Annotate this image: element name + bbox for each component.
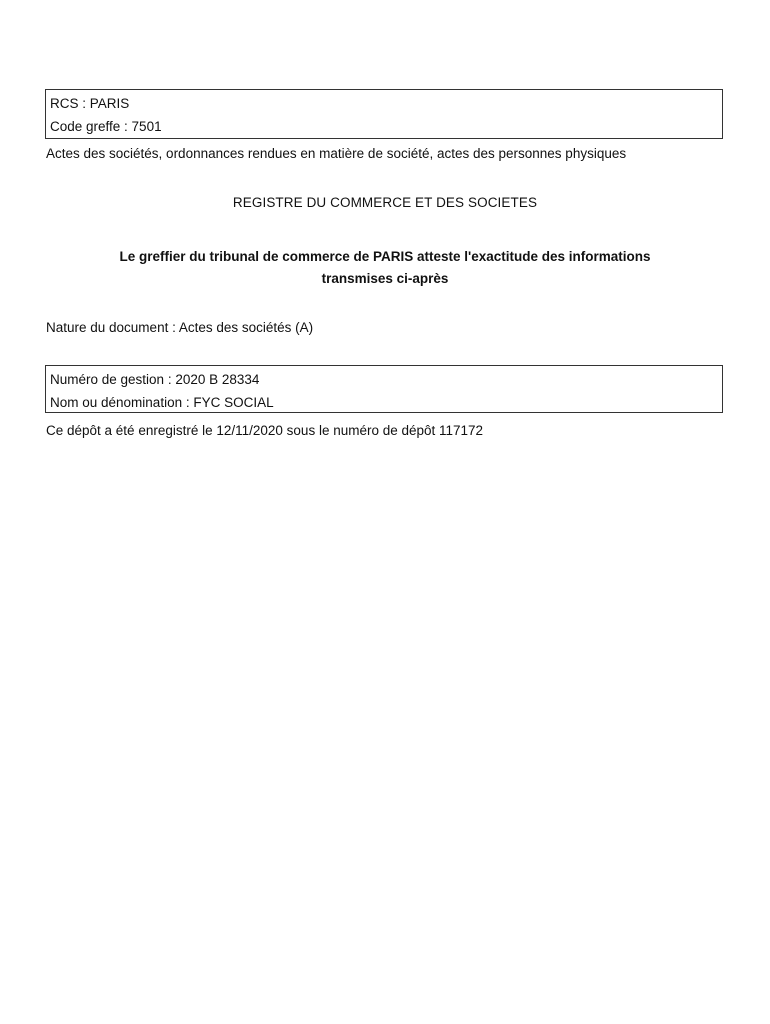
register-title: REGISTRE DU COMMERCE ET DES SOCIETES — [232, 195, 538, 210]
registry-info-box — [45, 89, 723, 139]
rcs-label: RCS : PARIS — [50, 96, 130, 111]
attestation-text — [60, 246, 710, 290]
deposit-statement: Ce dépôt a été enregistré le 12/11/2020 sous le numéro de dépôt 117172 — [46, 423, 484, 438]
management-number: Numéro de gestion : 2020 B 28334 — [50, 372, 260, 387]
code-greffe-label: Code greffe : 7501 — [50, 119, 162, 134]
company-name: Nom ou dénomination : FYC SOCIAL — [50, 395, 274, 410]
company-info-box — [45, 365, 723, 413]
document-nature: Nature du document : Actes des sociétés (A) — [46, 320, 314, 335]
attestation-line-1: Le greffier du tribunal de commerce de PARIS atteste l'exactitude des informations — [119, 249, 651, 264]
attestation-line-2: transmises ci-après — [321, 271, 449, 286]
document-subtitle: Actes des sociétés, ordonnances rendues en matière de société, actes des personnes physiques — [46, 146, 627, 161]
